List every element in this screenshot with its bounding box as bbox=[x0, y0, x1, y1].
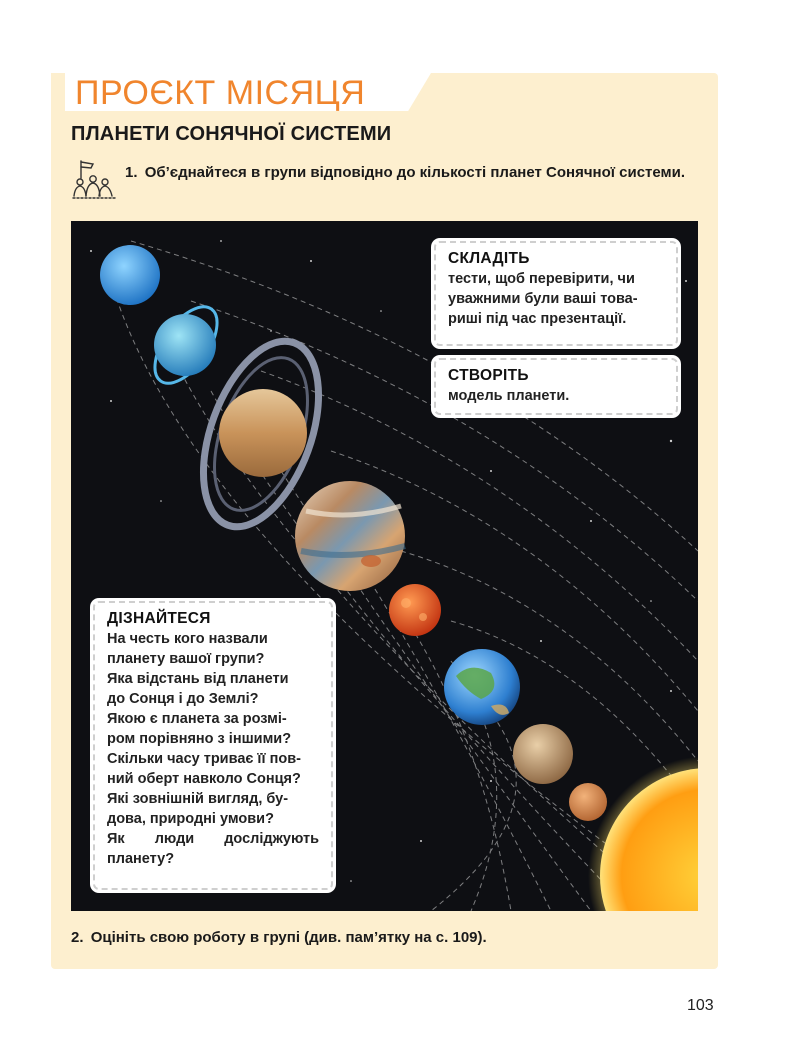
learn-card-line: ром порівняно з іншими? bbox=[107, 731, 292, 747]
task-1-text: Об’єднайтеся в групи відповідно до кількості планет Сонячної системи. bbox=[144, 164, 686, 181]
venus bbox=[513, 724, 573, 784]
compose-card-line: риші під час презентації. bbox=[448, 311, 627, 327]
mercury bbox=[569, 783, 607, 821]
mars bbox=[389, 584, 441, 636]
learn-card-line: На честь кого назвали bbox=[107, 631, 268, 647]
page-title: ПРОЄКТ МІСЯЦЯ bbox=[75, 74, 366, 112]
task-2 bbox=[71, 929, 487, 946]
learn-card-line: Які зовнішній вигляд, бу- bbox=[107, 791, 289, 807]
solar-system-illustration bbox=[71, 221, 698, 911]
saturn bbox=[219, 389, 307, 477]
compose-card bbox=[434, 241, 678, 346]
learn-card-line: Скільки часу триває її пов- bbox=[107, 751, 301, 767]
create-card-title: СТВОРІТЬ bbox=[448, 367, 529, 384]
create-card-line: модель планети. bbox=[448, 388, 570, 404]
compose-card-title: СКЛАДІТЬ bbox=[448, 250, 530, 267]
jupiter bbox=[295, 481, 405, 591]
learn-card-line: Якою є планета за розмі- bbox=[107, 711, 287, 727]
learn-card-line: дова, природні умови? bbox=[107, 811, 274, 827]
learn-card-line: до Сонця і до Землі? bbox=[107, 691, 259, 707]
learn-card-line: Як люди досліджують bbox=[107, 831, 319, 847]
section-title: ПЛАНЕТИ СОНЯЧНОЇ СИСТЕМИ bbox=[71, 123, 392, 145]
project-panel bbox=[51, 73, 718, 969]
learn-card bbox=[93, 601, 333, 890]
learn-card-title: ДІЗНАЙТЕСЯ bbox=[107, 610, 211, 627]
task-1-number: 1. bbox=[125, 164, 138, 181]
compose-card-line: уважними були ваші това- bbox=[448, 291, 638, 307]
learn-card-line: планету вашої групи? bbox=[107, 651, 265, 667]
task-2-number: 2. bbox=[71, 929, 84, 946]
task-1 bbox=[125, 160, 699, 185]
sun-core bbox=[600, 768, 698, 911]
header-accent bbox=[51, 73, 65, 111]
learn-card-line: ний оберт навколо Сонця? bbox=[107, 771, 301, 787]
group-of-people-icon bbox=[71, 158, 117, 200]
task-2-text: Оцініть свою роботу в групі (див. пам’ятку на с. 109). bbox=[90, 929, 487, 946]
compose-card-line: тести, щоб перевірити, чи bbox=[448, 271, 635, 287]
create-card bbox=[434, 358, 678, 415]
neptune bbox=[100, 245, 160, 305]
learn-card-line: Яка відстань від планети bbox=[107, 671, 289, 687]
uranus bbox=[154, 314, 216, 376]
learn-card-line: планету? bbox=[107, 851, 175, 867]
page-number: 103 bbox=[687, 997, 714, 1014]
